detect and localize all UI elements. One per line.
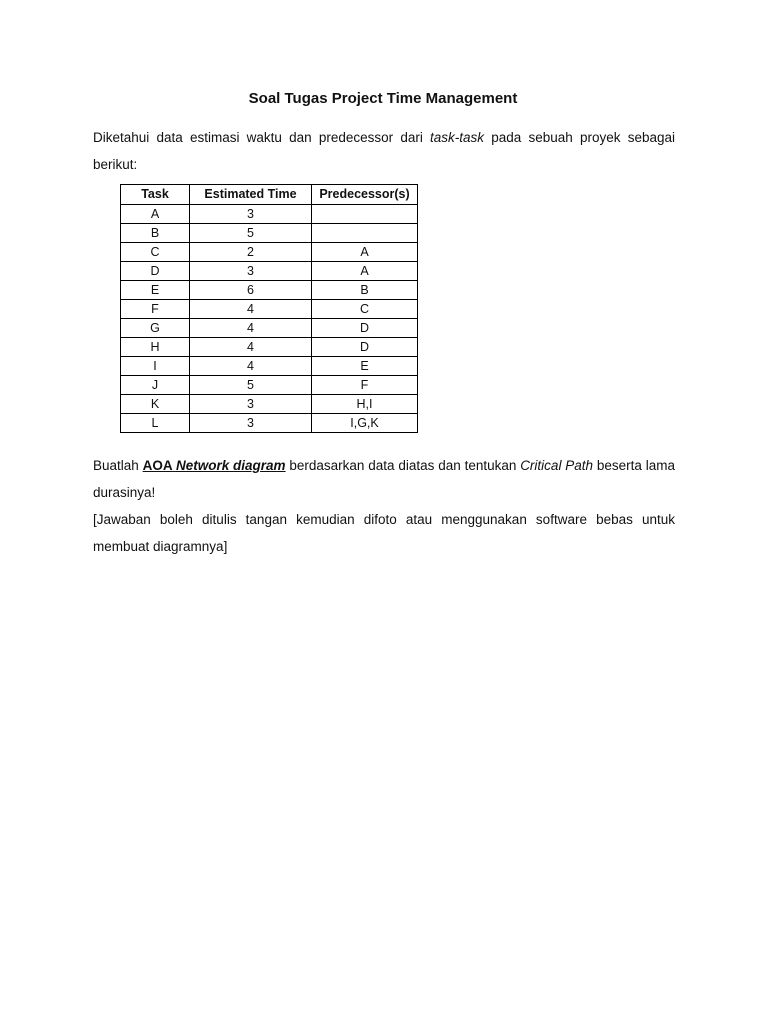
table-row	[121, 357, 418, 376]
estimated-time-cell: 4	[190, 300, 312, 319]
task-cell: L	[121, 414, 190, 433]
table-row	[121, 262, 418, 281]
task-cell: B	[121, 224, 190, 243]
table-row	[121, 338, 418, 357]
predecessor-cell: D	[312, 338, 418, 357]
intro-text-before: Diketahui data estimasi waktu dan predecessor dari	[93, 130, 431, 145]
network-diagram-term: Network diagram	[175, 458, 286, 473]
estimated-time-cell: 6	[190, 281, 312, 300]
aoa-term: AOA	[142, 458, 173, 473]
instruction-paragraph	[93, 452, 675, 506]
instruction-text-before: Buatlah	[93, 458, 143, 473]
table-row	[121, 376, 418, 395]
header-predecessors: Predecessor(s)	[312, 185, 418, 205]
task-cell: D	[121, 262, 190, 281]
instruction-text-after: beserta lama durasinya!	[93, 458, 675, 500]
estimated-time-cell: 5	[190, 224, 312, 243]
header-task: Task	[121, 185, 190, 205]
estimated-time-cell: 3	[190, 205, 312, 224]
task-cell: J	[121, 376, 190, 395]
predecessor-cell	[312, 205, 418, 224]
table-row	[121, 319, 418, 338]
instruction-text-middle: berdasarkan data diatas dan tentukan	[285, 458, 521, 473]
aoa-network-diagram-term	[143, 458, 286, 473]
task-cell: C	[121, 243, 190, 262]
estimated-time-cell: 4	[190, 338, 312, 357]
task-table-header-row	[121, 185, 418, 205]
predecessor-cell: B	[312, 281, 418, 300]
table-row	[121, 281, 418, 300]
predecessor-cell: A	[312, 262, 418, 281]
predecessor-cell: H,I	[312, 395, 418, 414]
task-table	[120, 184, 418, 433]
table-row	[121, 395, 418, 414]
intro-text-emphasis: task-task	[430, 130, 485, 145]
critical-path-term: Critical Path	[520, 458, 594, 473]
estimated-time-cell: 3	[190, 262, 312, 281]
predecessor-cell: F	[312, 376, 418, 395]
task-cell: E	[121, 281, 190, 300]
estimated-time-cell: 3	[190, 395, 312, 414]
table-row	[121, 224, 418, 243]
predecessor-cell: E	[312, 357, 418, 376]
estimated-time-cell: 4	[190, 319, 312, 338]
task-cell: F	[121, 300, 190, 319]
note-paragraph: [Jawaban boleh ditulis tangan kemudian difoto atau menggunakan software bebas untuk membuat diagramnya]	[93, 512, 675, 554]
table-row	[121, 243, 418, 262]
estimated-time-cell: 5	[190, 376, 312, 395]
task-cell: I	[121, 357, 190, 376]
predecessor-cell: D	[312, 319, 418, 338]
table-row	[121, 414, 418, 433]
predecessor-cell: I,G,K	[312, 414, 418, 433]
table-row	[121, 300, 418, 319]
task-cell: H	[121, 338, 190, 357]
intro-paragraph	[93, 124, 675, 178]
estimated-time-cell: 3	[190, 414, 312, 433]
table-row	[121, 205, 418, 224]
task-cell: A	[121, 205, 190, 224]
estimated-time-cell: 2	[190, 243, 312, 262]
predecessor-cell: A	[312, 243, 418, 262]
estimated-time-cell: 4	[190, 357, 312, 376]
task-table-body	[121, 205, 418, 433]
header-estimated-time: Estimated Time	[190, 185, 312, 205]
predecessor-cell	[312, 224, 418, 243]
task-cell: K	[121, 395, 190, 414]
task-cell: G	[121, 319, 190, 338]
predecessor-cell: C	[312, 300, 418, 319]
intro-text-after: pada sebuah proyek sebagai berikut:	[93, 130, 675, 172]
document-title: Soal Tugas Project Time Management	[248, 90, 518, 107]
